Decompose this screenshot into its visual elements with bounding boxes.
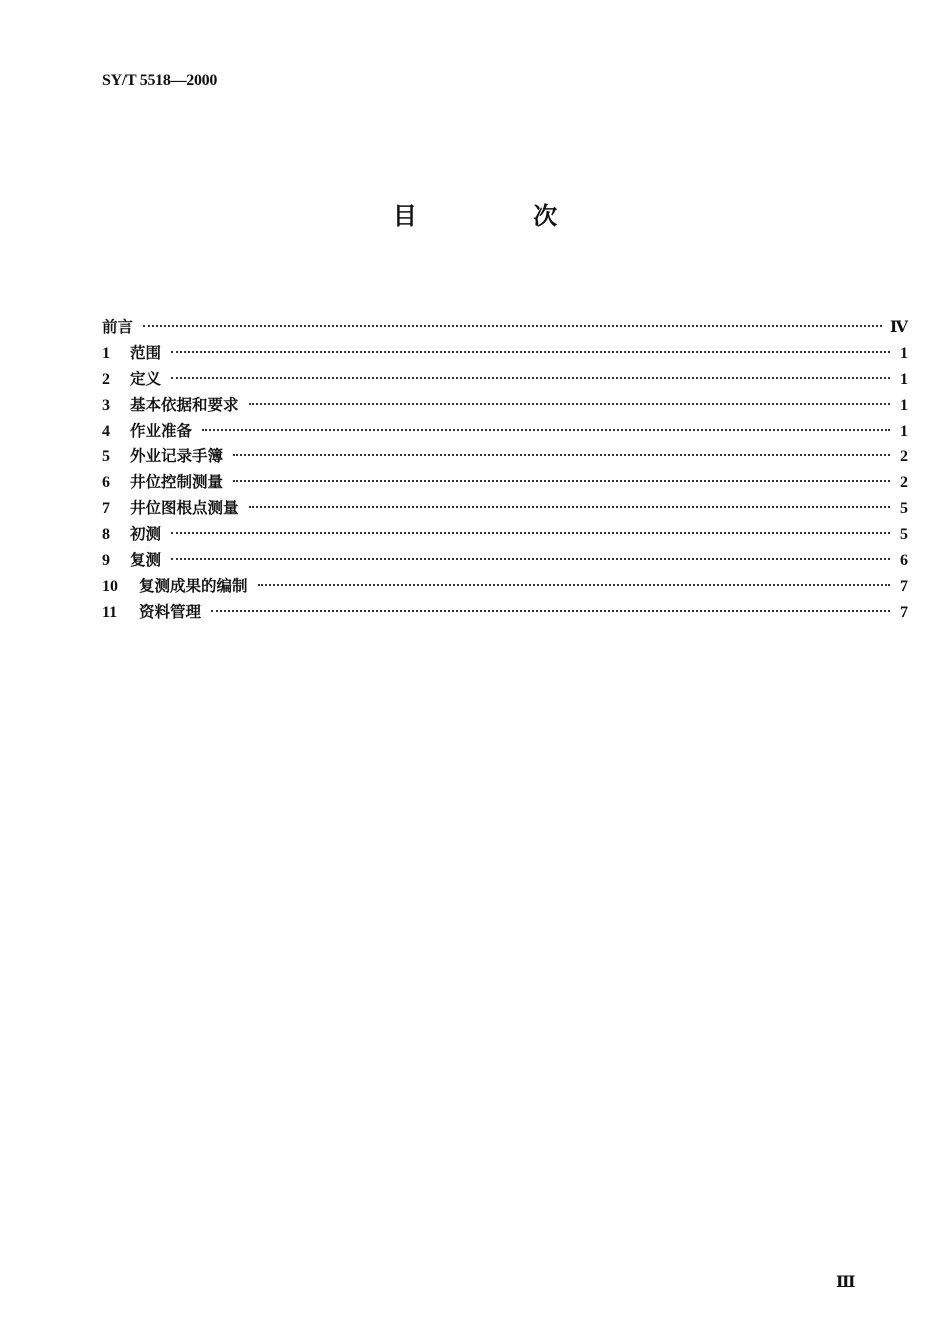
toc-entry-label: 基本依据和要求 <box>130 395 239 414</box>
toc-entry-label: 复测 <box>130 551 162 570</box>
toc-leader-dots <box>171 532 890 534</box>
toc-entry-number: 11 <box>102 603 118 621</box>
toc-leader-dots <box>171 558 890 560</box>
toc-entry-page: 2 <box>900 448 908 466</box>
toc-leader-dots <box>233 480 890 482</box>
toc-entry-label: 外业记录手簿 <box>130 447 224 466</box>
toc-entry-3[interactable] <box>102 393 908 419</box>
table-of-contents <box>102 315 908 626</box>
toc-entry-number: 6 <box>102 474 110 492</box>
toc-entry-6[interactable] <box>102 470 908 496</box>
toc-entry-number: 10 <box>102 577 118 595</box>
toc-entry-page: 1 <box>900 422 908 440</box>
toc-leader-dots <box>211 610 890 612</box>
toc-entry-foreword[interactable] <box>102 315 908 341</box>
toc-leader-dots <box>233 454 890 456</box>
page-number: Ⅲ <box>836 1274 856 1291</box>
toc-entry-label: 井位图根点测量 <box>130 499 239 518</box>
toc-entry-7[interactable] <box>102 496 908 522</box>
toc-entry-number: 3 <box>102 396 110 414</box>
toc-entry-page: 6 <box>900 552 908 570</box>
toc-entry-label: 定义 <box>130 369 162 388</box>
toc-leader-dots <box>171 351 890 353</box>
toc-entry-page: 5 <box>900 500 908 518</box>
toc-entry-page: 2 <box>900 474 908 492</box>
toc-entry-2[interactable] <box>102 367 908 393</box>
toc-leader-dots <box>258 584 890 586</box>
toc-entry-page: Ⅳ <box>889 319 908 336</box>
toc-entry-page: 5 <box>900 526 908 544</box>
toc-entry-number: 8 <box>102 526 110 544</box>
toc-entry-label: 资料管理 <box>139 602 202 621</box>
toc-entry-5[interactable] <box>102 444 908 470</box>
toc-leader-dots <box>249 506 890 508</box>
toc-entry-page: 7 <box>900 603 908 621</box>
toc-entry-page: 1 <box>900 344 908 362</box>
toc-entry-label: 井位控制测量 <box>130 473 224 492</box>
toc-entry-label: 复测成果的编制 <box>139 576 248 595</box>
toc-entry-number: 9 <box>102 552 110 570</box>
toc-heading: 目 次 <box>392 202 612 230</box>
document-code: SY/T 5518—2000 <box>102 72 218 89</box>
toc-entry-label: 作业准备 <box>130 421 193 440</box>
toc-entry-label: 前言 <box>102 318 134 336</box>
toc-entry-number: 7 <box>102 500 110 518</box>
toc-leader-dots <box>143 325 882 327</box>
toc-entry-number: 1 <box>102 344 110 362</box>
toc-entry-page: 1 <box>900 370 908 388</box>
toc-entry-1[interactable] <box>102 341 908 367</box>
toc-entry-9[interactable] <box>102 548 908 574</box>
toc-leader-dots <box>249 403 890 405</box>
toc-entry-11[interactable] <box>102 600 908 626</box>
toc-leader-dots <box>171 377 890 379</box>
toc-entry-number: 4 <box>102 422 110 440</box>
toc-entry-8[interactable] <box>102 522 908 548</box>
toc-leader-dots <box>202 429 890 431</box>
toc-entry-4[interactable] <box>102 419 908 445</box>
toc-entry-page: 7 <box>900 577 908 595</box>
toc-entry-number: 5 <box>102 448 110 466</box>
toc-entry-label: 范围 <box>130 343 162 362</box>
toc-entry-number: 2 <box>102 370 110 388</box>
toc-entry-label: 初测 <box>130 525 162 544</box>
toc-entry-10[interactable] <box>102 574 908 600</box>
toc-entry-page: 1 <box>900 396 908 414</box>
